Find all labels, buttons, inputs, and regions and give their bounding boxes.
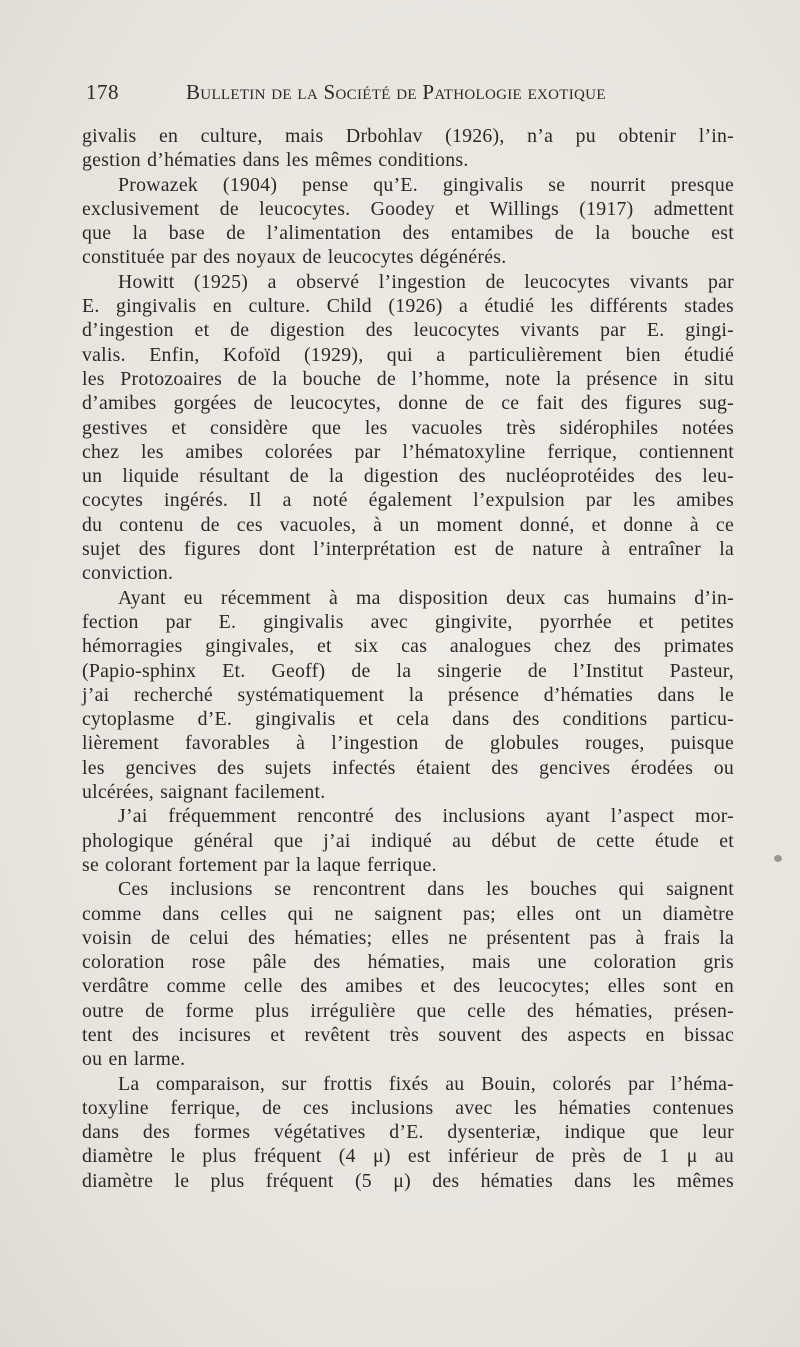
page-number: 178 <box>86 80 119 104</box>
text-line: coloration rose pâle des hématies, mais une coloration gris <box>82 951 734 974</box>
body-text <box>82 124 734 1193</box>
text-line: que la base de l’alimentation des entamibes de la bouche est <box>82 222 734 245</box>
text-line: toxyline ferrique, de ces inclusions avec les hématies contenues <box>82 1096 734 1119</box>
text-line: valis. Enfin, Kofoïd (1929), qui a particulièrement bien étudié <box>82 343 734 366</box>
text-line: Ayant eu récemment à ma disposition deux cas humains d’in- <box>118 586 734 609</box>
text-line: chez les amibes colorées par l’hématoxyline ferrique, contiennent <box>82 440 734 463</box>
text-line: du contenu de ces vacuoles, à un moment donné, et donne à ce <box>82 513 734 536</box>
text-line: outre de forme plus irrégulière que celle des hématies, présen- <box>82 999 734 1022</box>
text-line: voisin de celui des hématies; elles ne présentent pas à frais la <box>82 926 734 949</box>
text-line: verdâtre comme celle des amibes et des leucocytes; elles sont en <box>82 975 734 998</box>
text-line: lièrement favorables à l’ingestion de globules rouges, puisque <box>82 732 734 755</box>
text-line: j’ai recherché systématiquement la présence d’hématies dans le <box>82 683 734 706</box>
text-line: les gencives des sujets infectés étaient des gencives érodées ou <box>82 756 734 779</box>
text-line: Howitt (1925) a observé l’ingestion de leucocytes vivants par <box>118 270 734 293</box>
text-line: les Protozoaires de la bouche de l’homme, note la présence in situ <box>82 367 734 390</box>
text-line: gestion d’hématies dans les mêmes conditions. <box>82 149 469 172</box>
text-line: Prowazek (1904) pense qu’E. gingivalis se nourrit presque <box>118 173 734 196</box>
text-line: constituée par des noyaux de leucocytes dégénérés. <box>82 246 507 269</box>
text-line: fection par E. gingivalis avec gingivite, pyorrhée et petites <box>82 610 734 633</box>
text-line: La comparaison, sur frottis fixés au Bouin, colorés par l’héma- <box>118 1072 734 1095</box>
text-line: dans des formes végétatives d’E. dysenteriæ, indique que leur <box>82 1121 734 1144</box>
text-line: E. gingivalis en culture. Child (1926) a étudié les différents stades <box>82 295 734 318</box>
text-line: diamètre le plus fréquent (5 μ) des hématies dans les mêmes <box>82 1169 734 1192</box>
text-line: hémorragies gingivales, et six cas analogues chez des primates <box>82 635 734 658</box>
text-line: (Papio-sphinx Et. Geoff) de la singerie de l’Institut Pasteur, <box>82 659 734 682</box>
text-line: Ces inclusions se rencontrent dans les bouches qui saignent <box>118 878 734 901</box>
text-line: ulcérées, saignant facilement. <box>82 781 326 804</box>
page-header <box>86 80 734 110</box>
text-line: J’ai fréquemment rencontré des inclusions ayant l’aspect mor- <box>118 805 734 828</box>
ink-spot <box>774 855 782 862</box>
text-line: ou en larme. <box>82 1048 186 1071</box>
running-title: Bulletin de la Société de Pathologie exotique <box>186 80 606 104</box>
text-line: givalis en culture, mais Drbohlav (1926), n’a pu obtenir l’in- <box>82 125 734 147</box>
text-line: gestives et considère que les vacuoles très sidérophiles notées <box>82 416 734 439</box>
text-line: d’ingestion et de digestion des leucocytes vivants par E. gingi- <box>82 319 734 342</box>
text-line: un liquide résultant de la digestion des nucléoprotéides des leu- <box>82 465 734 488</box>
text-line: sujet des figures dont l’interprétation est de nature à entraîner la <box>82 538 734 561</box>
text-line: d’amibes gorgées de leucocytes, donne de ce fait des figures sug- <box>82 392 734 415</box>
text-line: comme dans celles qui ne saignent pas; elles ont un diamètre <box>82 902 734 925</box>
text-line: cytoplasme d’E. gingivalis et cela dans des conditions particu- <box>82 708 734 731</box>
text-line: phologique général que j’ai indiqué au début de cette étude et <box>82 829 734 852</box>
text-line: diamètre le plus fréquent (4 μ) est inférieur de près de 1 μ au <box>82 1145 734 1168</box>
text-line: exclusivement de leucocytes. Goodey et Willings (1917) admettent <box>82 197 734 220</box>
text-line: cocytes ingérés. Il a noté également l’expulsion par les amibes <box>82 489 734 512</box>
text-line: tent des incisures et revêtent très souvent des aspects en bissac <box>82 1023 734 1046</box>
text-line: conviction. <box>82 562 174 585</box>
text-line: se colorant fortement par la laque ferrique. <box>82 853 437 876</box>
